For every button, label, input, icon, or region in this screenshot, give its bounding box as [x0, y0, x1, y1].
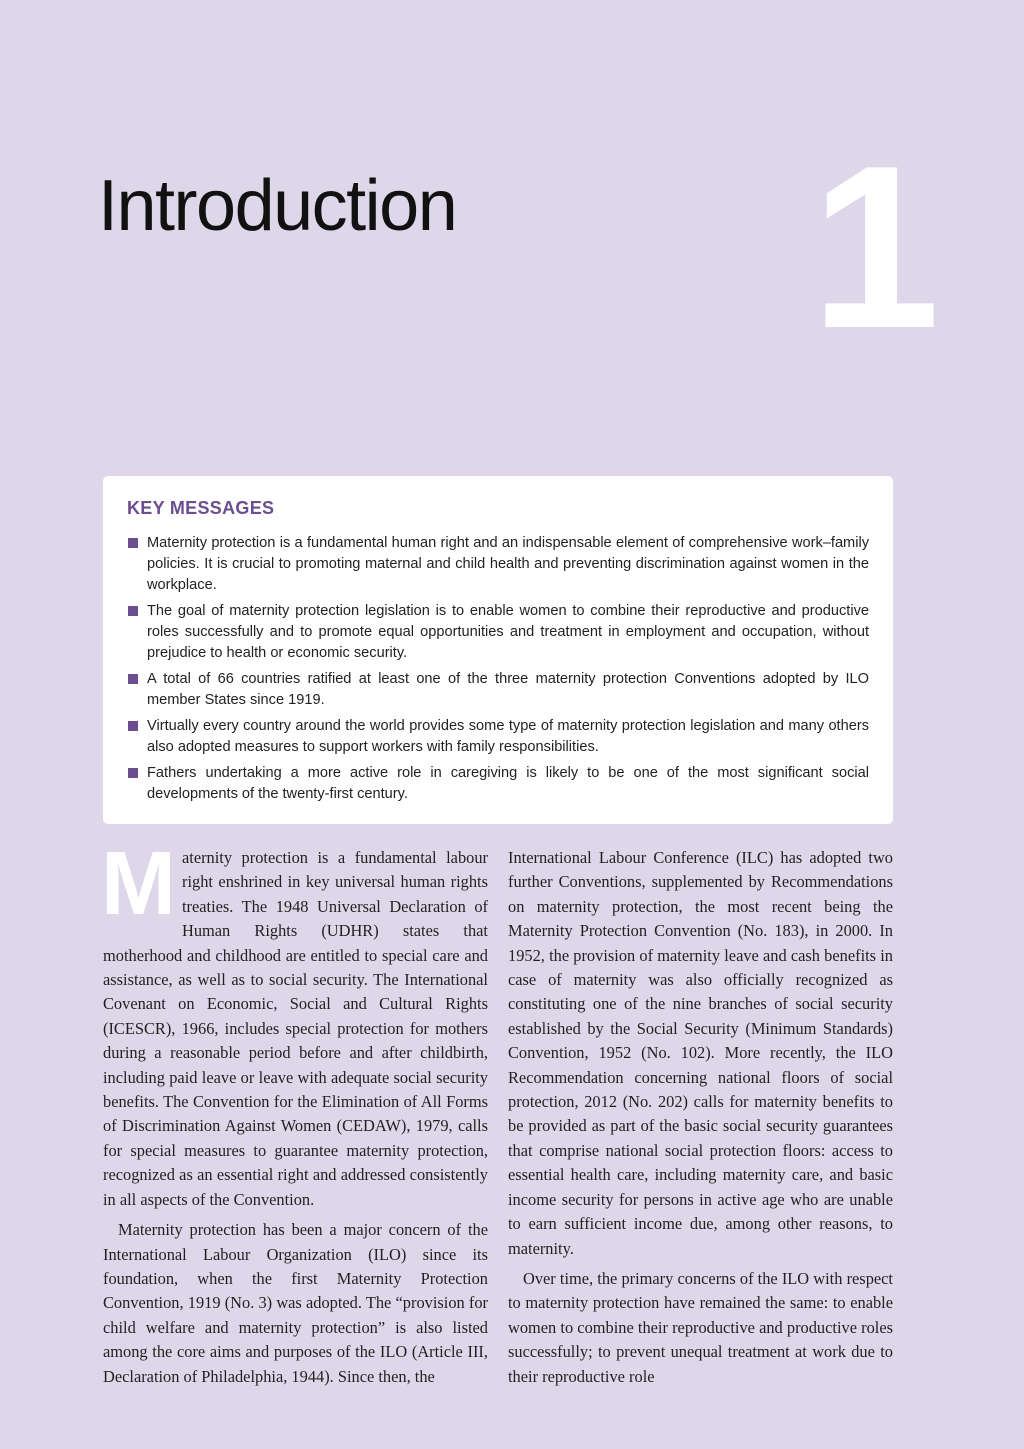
body-column-left	[101, 834, 488, 1395]
square-bullet-icon	[128, 674, 138, 684]
body-paragraph: Over time, the primary concerns of the ILO with respect to maternity protection have remained the same: to enable women to combine their reproductive and productive roles successfully; to prevent unequal treatment at work due to their reproductive role	[508, 1268, 893, 1386]
key-message-text: The goal of maternity protection legislation is to enable women to combine their reproductive and productive roles successfully and to promote equal opportunities and treatment in employment and occupation, without prejudice to health or economic security.	[147, 603, 869, 661]
chapter-number: 1	[810, 118, 940, 377]
key-messages-heading: KEY MESSAGES	[127, 498, 275, 518]
body-paragraph: Maternity protection has been a major concern of the International Labour Organization (ILO) since its foundation, when the first Maternity Protection Convention, 1919 (No. 3) was adopted. The “provision for child welfare and maternity protection” is also listed among the core aims and purposes of the ILO (Article III, Declaration of Philadelphia, 1944). Since then, the	[103, 1220, 488, 1386]
body-column-right	[508, 846, 893, 1395]
key-message-text: A total of 66 countries ratified at least one of the three maternity protection Conventions adopted by ILO member States since 1919.	[147, 671, 869, 708]
chapter-title: Introduction	[98, 166, 457, 246]
key-message-item	[127, 716, 869, 758]
paragraph-text: aternity protection is a fundamental labour right enshrined in key universal human rights treaties. The 1948 Universal Declaration of Human Rights (UDHR) states that motherhood and childhood are entitled to special care and assistance, as well as to social security. The International Covenant on Economic, Social and Cultural Rights (ICESCR), 1966, includes special protection for mothers during a reasonable period before and after childbirth, including paid leave or leave with adequate social security benefits. The Convention for the Elimination of All Forms of Discrimination Against Women (CEDAW), 1979, calls for special measures to guarantee maternity protection, recognized as an essential right and addressed consistently in all aspects of the Convention.	[103, 848, 488, 1209]
key-message-item	[127, 601, 869, 664]
square-bullet-icon	[128, 768, 138, 778]
key-message-text: Virtually every country around the world provides some type of maternity protection legislation and many others also adopted measures to support workers with family responsibilities.	[147, 718, 869, 755]
body-paragraph	[101, 834, 488, 1212]
key-message-text: Maternity protection is a fundamental human right and an indispensable element of comprehensive work–family policies. It is crucial to promoting maternal and child health and preventing discrimination against women in the workplace.	[147, 535, 869, 593]
drop-cap: M	[101, 834, 176, 934]
key-message-text: Fathers undertaking a more active role in caregiving is likely to be one of the most significant social developments of the twenty-first century.	[147, 765, 869, 802]
key-message-item	[127, 533, 869, 596]
square-bullet-icon	[128, 606, 138, 616]
square-bullet-icon	[128, 538, 138, 548]
body-paragraph: International Labour Conference (ILC) has adopted two further Conventions, supplemented by Recommendations on maternity protection, the most recent being the Maternity Protection Convention (No. 183), in 2000. In 1952, the provision of maternity leave and cash benefits in case of maternity was also officially recognized as constituting one of the nine branches of social security established by the Social Security (Minimum Standards) Convention, 1952 (No. 102). More recently, the ILO Recommendation concerning national floors of social protection, 2012 (No. 202) calls for maternity benefits to be provided as part of the basic social security guarantees that comprise national social protection floors: access to essential health care, including maternity care, and basic income security for persons in active age who are unable to earn sufficient income due, among other reasons, to maternity.	[508, 848, 893, 1258]
key-messages-list	[127, 533, 869, 805]
body-columns	[101, 834, 893, 1395]
key-messages-box	[103, 476, 893, 824]
square-bullet-icon	[128, 721, 138, 731]
key-message-item	[127, 763, 869, 805]
key-message-item	[127, 669, 869, 711]
